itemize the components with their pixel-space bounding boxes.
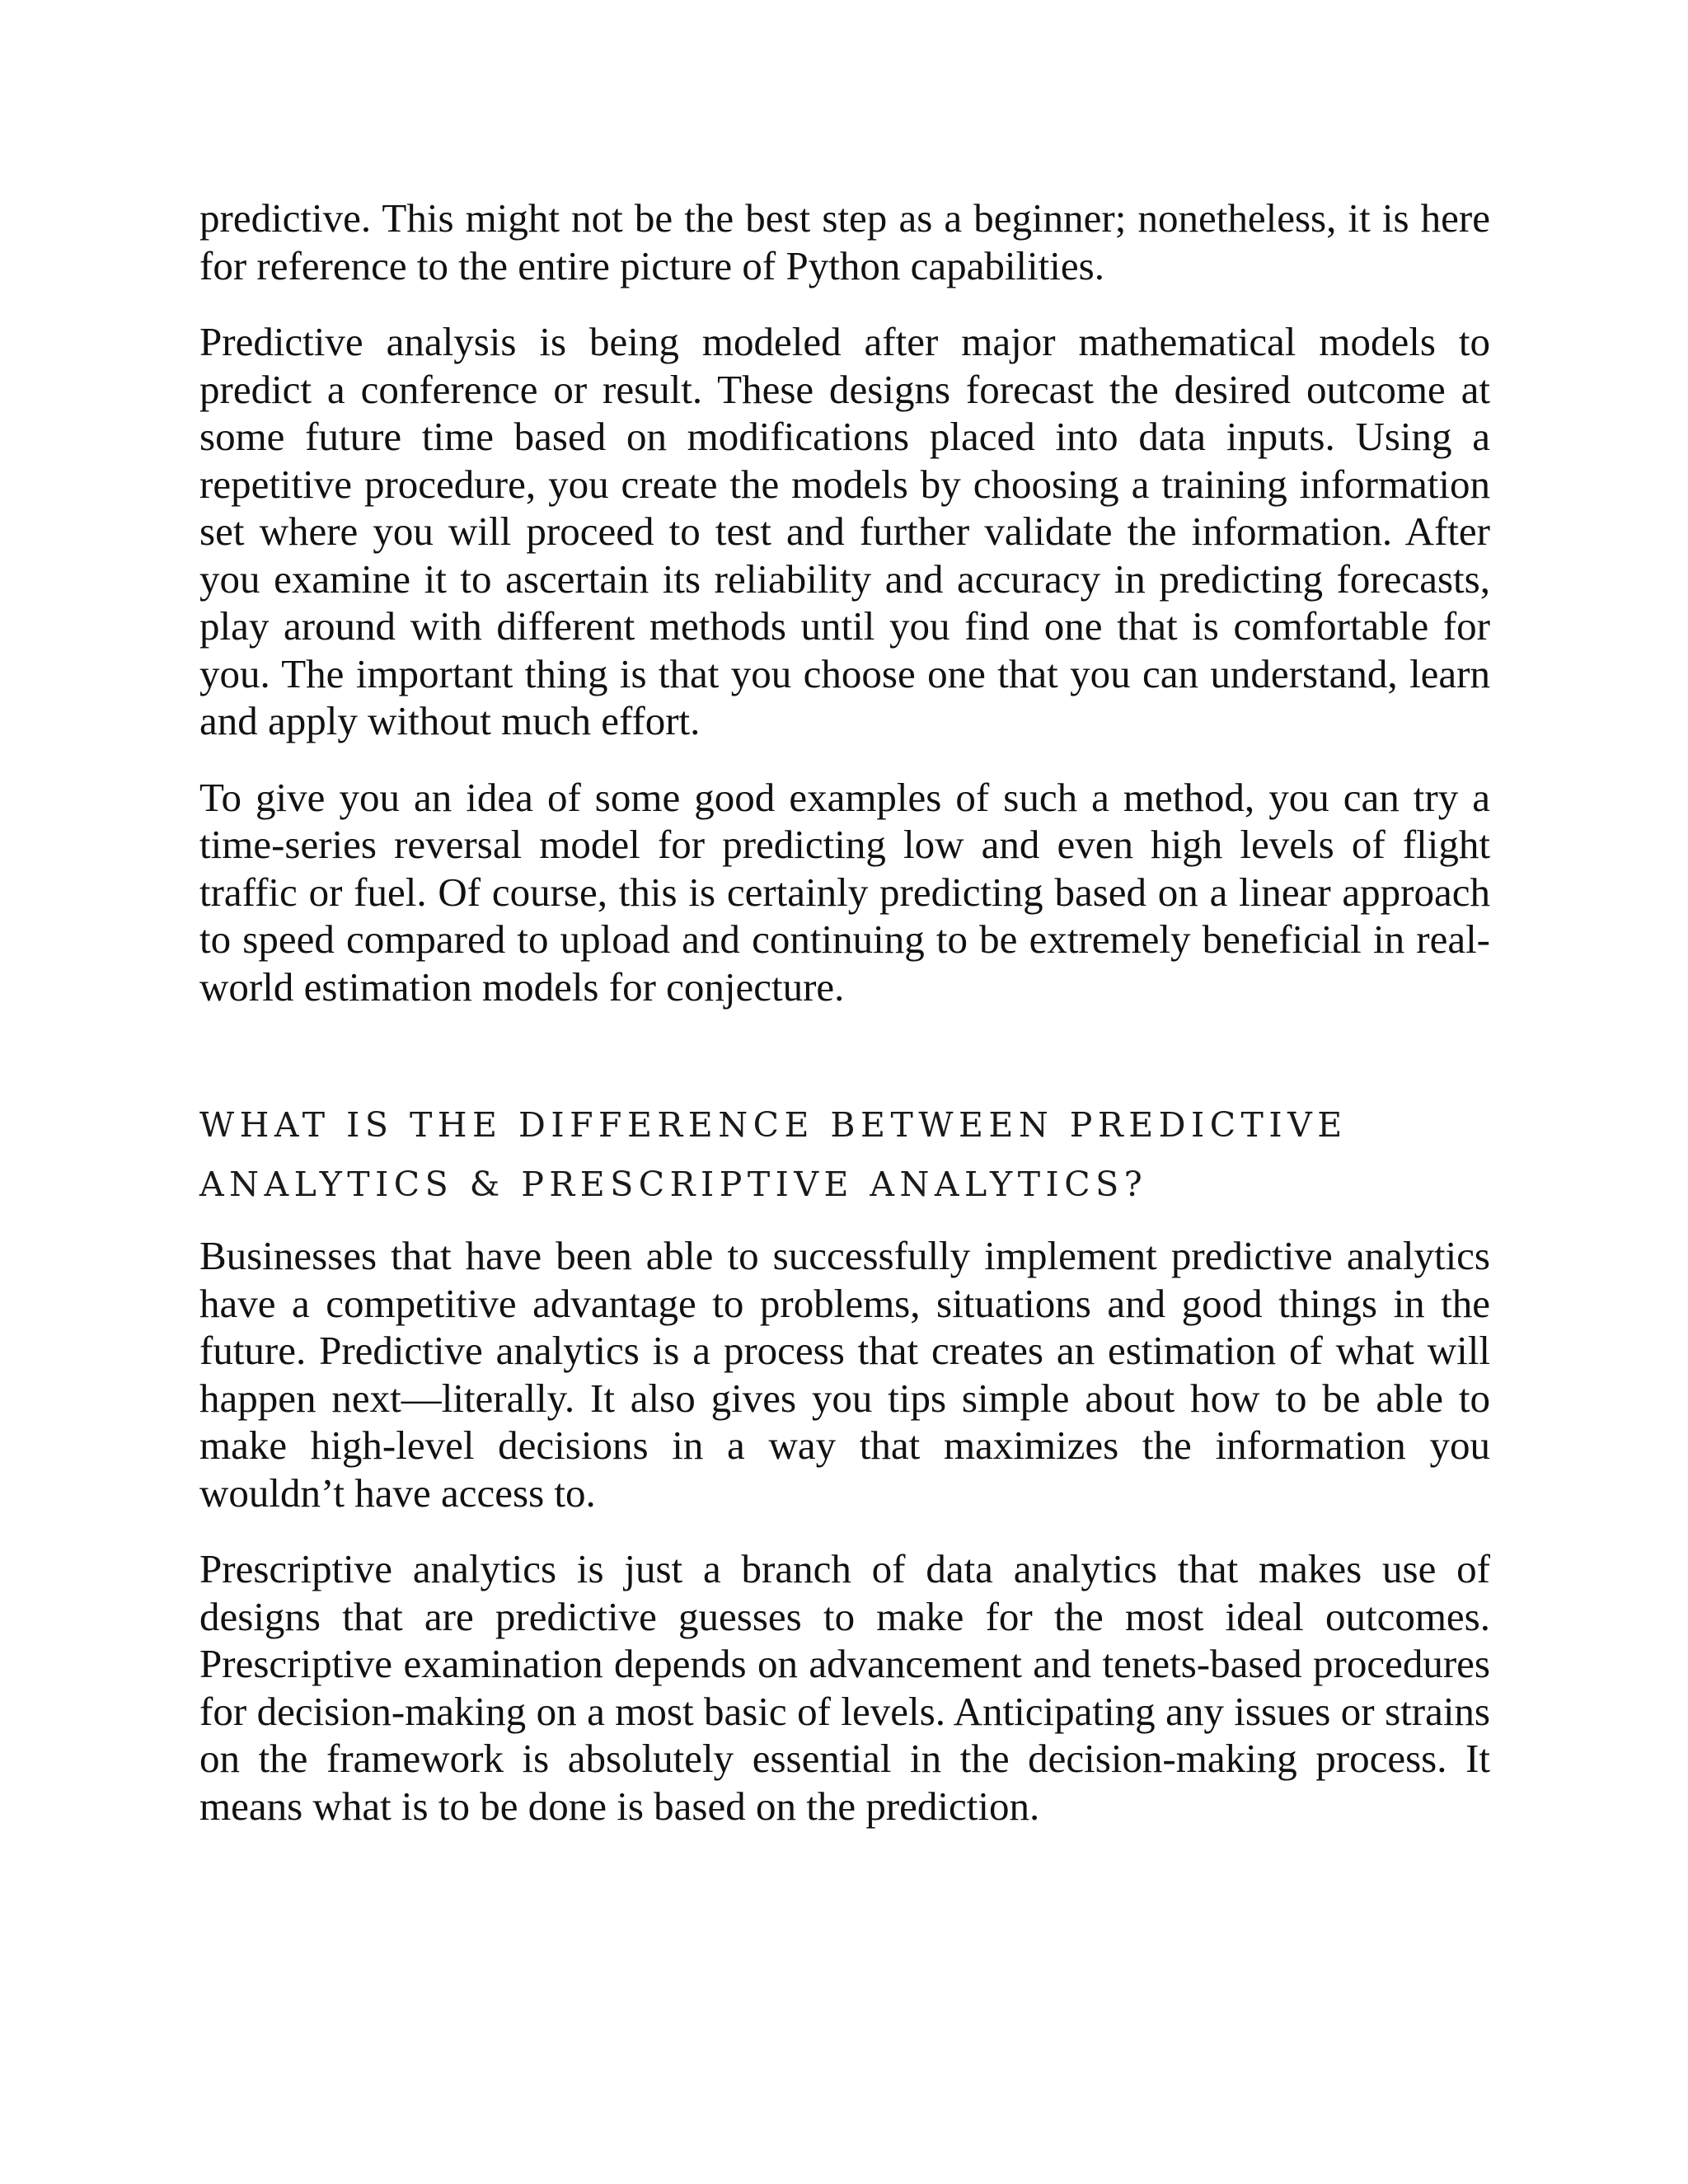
body-paragraph-2: Predictive analysis is being modeled after major mathematical models to predict a conference or result. These designs forecast the desired outcome at some future time based on modifications placed into data inputs. Using a repetitive procedure, you create the models by choosing a training information set where you will proceed to test and further validate the information. After you examine it to ascertain its reliability and accuracy in predicting forecasts, play around with different methods until you find one that is comfortable for you. The important thing is that you choose one that you can understand, learn and apply without much effort.: [199, 319, 1490, 743]
body-paragraph-5: Prescriptive analytics is just a branch of data analytics that makes use of designs that are predictive guesses to make for the most ideal outcomes. Prescriptive examination depends on advancement and tenets-based procedures for decision-making on a most basic of levels. Anticipating any issues or strains on the framework is absolutely essential in the decision-making process. It means what is to be done is based on the prediction.: [199, 1546, 1490, 1829]
document-body: [199, 194, 1490, 1858]
body-paragraph-1: predictive. This might not be the best step as a beginner; nonetheless, it is here for reference to the entire picture of Python capabilities.: [199, 195, 1490, 288]
section-heading: WHAT IS THE DIFFERENCE BETWEEN PREDICTIVE ANALYTICS & PRESCRIPTIVE ANALYTICS?: [199, 1105, 1348, 1204]
body-paragraph-3: To give you an idea of some good examples of such a method, you can try a time-series reversal model for predicting low and even high levels of flight traffic or fuel. Of course, this is certainly predicting based on a linear approach to speed compared to upload and continuing to be extremely beneficial in real-world estimation models for conjecture.: [199, 774, 1490, 1010]
body-paragraph-4: Businesses that have been able to successfully implement predictive analytics have a competitive advantage to problems, situations and good things in the future. Predictive analytics is a process that creates an estimation of what will happen next—literally. It also gives you tips simple about how to be able to make high-level decisions in a way that maximizes the information you wouldn’t have access to.: [199, 1233, 1490, 1516]
